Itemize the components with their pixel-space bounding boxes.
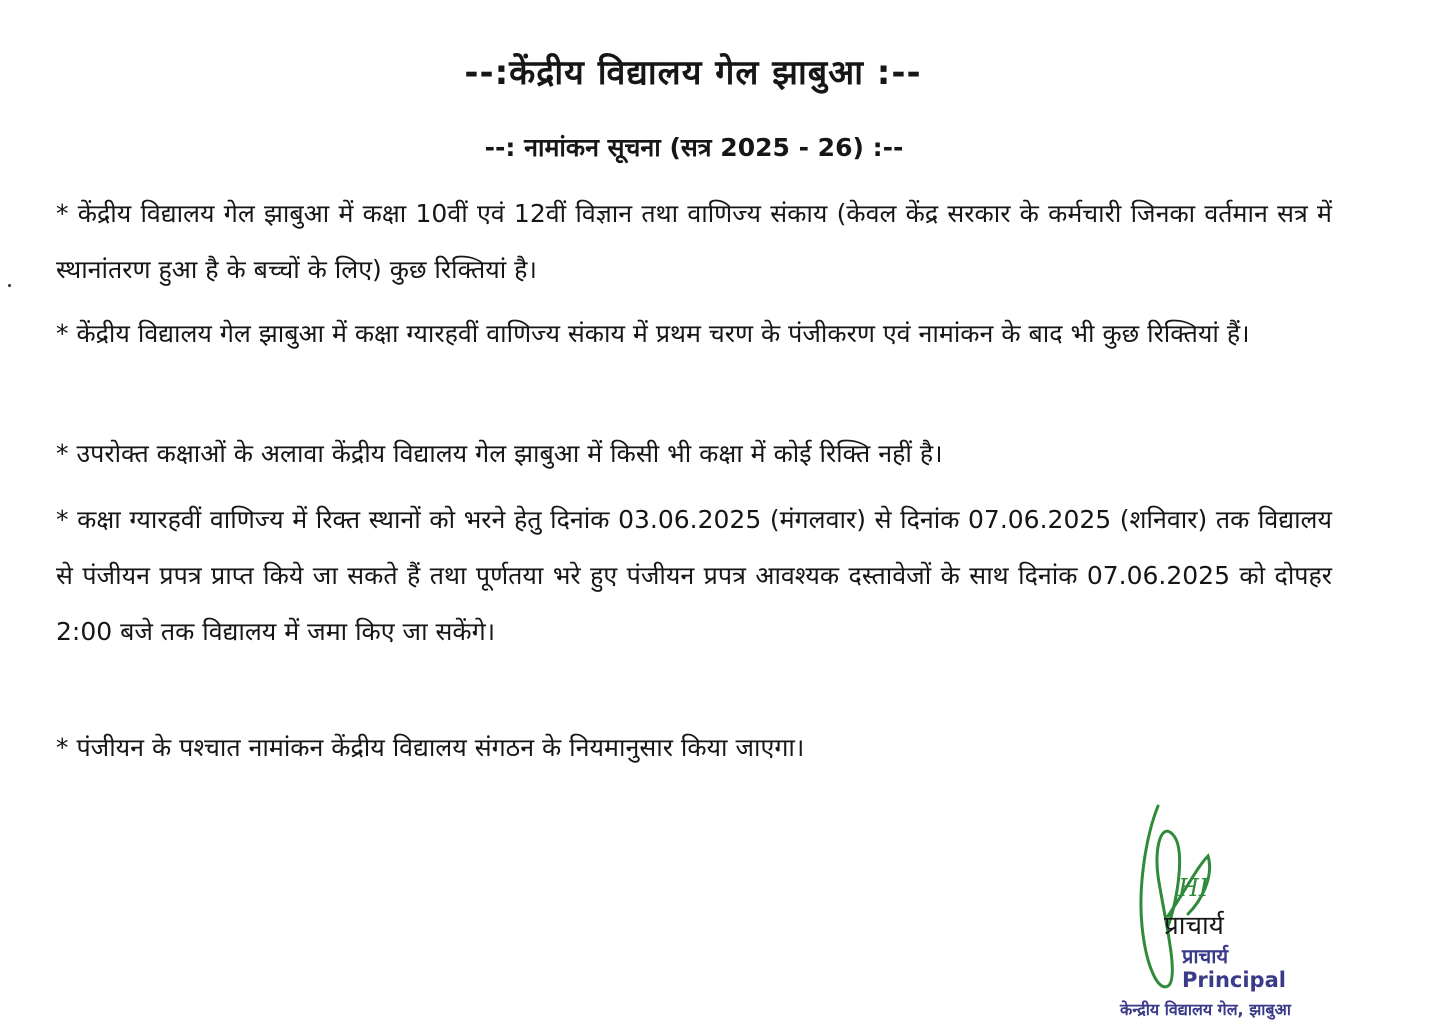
signature-block [1120, 906, 1436, 1032]
notice-title: --:केंद्रीय विद्यालय गेल झाबुआ :-- [464, 53, 922, 93]
notice-paragraph-4: * कक्षा ग्यारहवीं वाणिज्य में रिक्त स्थानों को भरने हेतु दिनांक 03.06.2025 (मंगलवार) से दिनांक 07.06.2025 (शनिवार) तक विद्यालय से पंजीयन प्रपत्र प्राप्त किये जा सकते हैं तथा पूर्णतया भरे हुए पंजीयन प्रपत्र आवश्यक दस्तावेजों के साथ दिनांक 07.06.2025 को दोपहर 2:00 बजे तक विद्यालय में जमा किए जा सकेंगे। [56, 505, 1332, 646]
notice-paragraph-5: * पंजीयन के पश्चात नामांकन केंद्रीय विद्यालय संगठन के नियमानुसार किया जाएगा। [56, 733, 805, 762]
principal-handwritten-title: प्राचार्य [1164, 911, 1224, 941]
scan-speck [8, 284, 11, 287]
notice-paragraph-2: * केंद्रीय विद्यालय गेल झाबुआ में कक्षा ग्यारहवीं वाणिज्य संकाय में प्रथम चरण के पंजीकरण एवं नामांकन के बाद भी कुछ रिक्तियां हैं। [56, 319, 1250, 348]
notice-paragraph-3: * उपरोक्त कक्षाओं के अलावा केंद्रीय विद्यालय गेल झाबुआ में किसी भी कक्षा में कोई रिक्ति नहीं है। [56, 439, 943, 468]
stamp-title-hindi: प्राचार्य [1182, 944, 1229, 968]
stamp-title-english: Principal [1182, 968, 1286, 992]
notice-subtitle: --: नामांकन सूचना (सत्र 2025 - 26) :-- [484, 133, 904, 162]
svg-text:HI: HI [1178, 874, 1209, 902]
stamp-school-name: केन्द्रीय विद्यालय गेल, झाबुआ [1120, 1000, 1291, 1019]
notice-paragraph-1: * केंद्रीय विद्यालय गेल झाबुआ में कक्षा 10वीं एवं 12वीं विज्ञान तथा वाणिज्य संकाय (केवल केंद्र सरकार के कर्मचारी जिनका वर्तमान सत्र में स्थानांतरण हुआ है के बच्चों के लिए) कुछ रिक्तियां है। [56, 199, 1332, 284]
